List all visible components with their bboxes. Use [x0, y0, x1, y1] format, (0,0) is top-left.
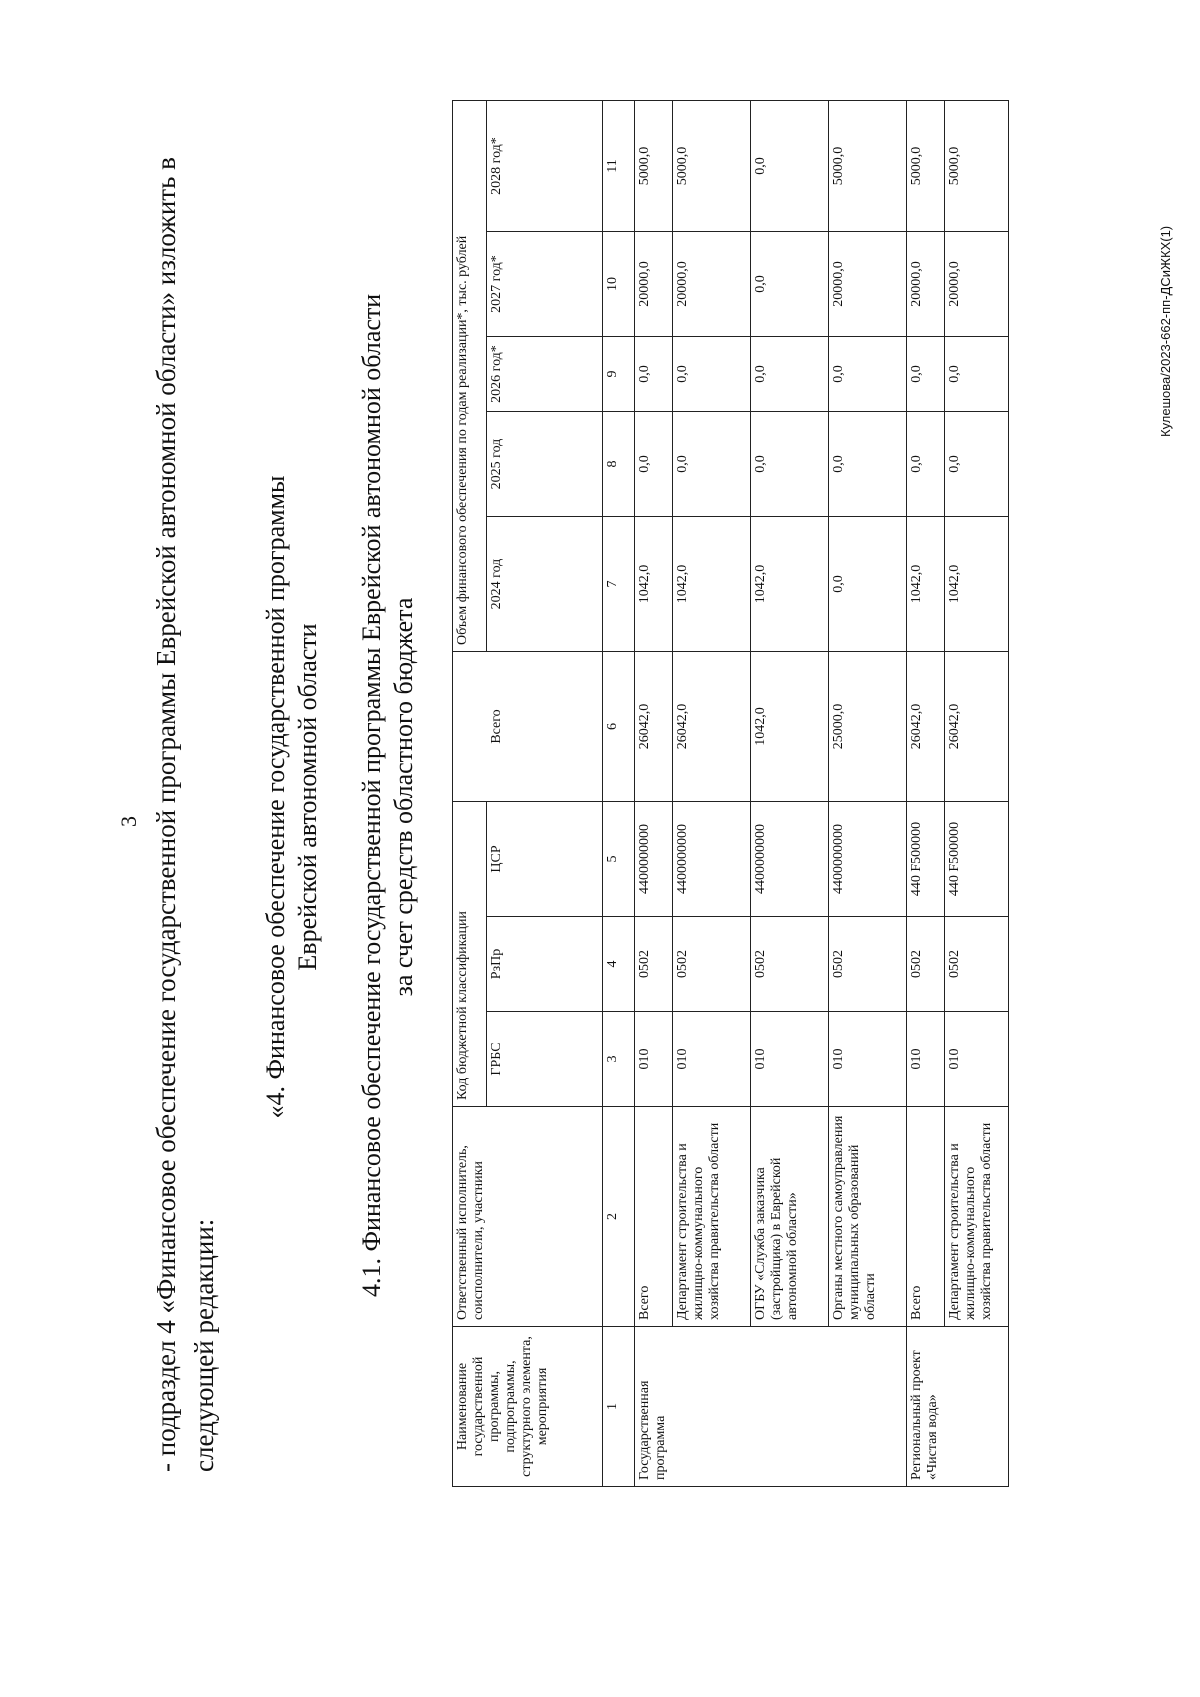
table-row	[945, 100, 1009, 1486]
grbs-cell: 010	[945, 1012, 1009, 1107]
rzpr-cell: 0502	[829, 917, 907, 1012]
y2024-cell: 1042,0	[945, 517, 1009, 652]
grbs-cell: 010	[829, 1012, 907, 1107]
csr-cell: 4400000000	[673, 802, 751, 917]
col-number: 6	[603, 652, 635, 802]
y2028-cell: 5000,0	[829, 100, 907, 231]
section-4-heading-line2: Еврейской автономной области	[293, 623, 322, 971]
header-2024: 2024 год	[487, 517, 603, 652]
rzpr-cell: 0502	[751, 917, 829, 1012]
y2028-cell: 5000,0	[635, 100, 673, 231]
y2025-cell: 0,0	[907, 412, 945, 517]
financing-table	[452, 100, 1009, 1487]
executor-cell: Органы местного самоуправления муниципальных образований области	[829, 1107, 907, 1327]
row-name-cell: Региональный проект «Чистая вода»	[907, 1327, 1009, 1487]
section-4-1-heading	[356, 293, 420, 1297]
y2024-cell: 1042,0	[673, 517, 751, 652]
header-budget-code: Код бюджетной классификации	[453, 802, 487, 1107]
row-name-cell: Государственная программа	[635, 1327, 907, 1487]
grbs-cell: 010	[635, 1012, 673, 1107]
header-name: Наименование государственной программы, подпрограммы, структурного элемента, мероприятия	[453, 1327, 603, 1487]
col-number: 9	[603, 337, 635, 412]
y2026-cell: 0,0	[829, 337, 907, 412]
total-cell: 26042,0	[635, 652, 673, 802]
header-total: Всего	[487, 652, 603, 802]
intro-paragraph: - подраздел 4 «Финансовое обеспечение государственной программы Еврейской автономной области» изложить в следующей редакции:	[151, 157, 219, 1472]
header-2025: 2025 год	[487, 412, 603, 517]
header-funding: Объем финансового обеспечения по годам реализации*, тыс. рублей	[453, 100, 487, 651]
header-csr: ЦСР	[487, 802, 603, 917]
y2027-cell: 20000,0	[635, 232, 673, 337]
y2025-cell: 0,0	[829, 412, 907, 517]
executor-cell: Всего	[907, 1107, 945, 1327]
y2026-cell: 0,0	[635, 337, 673, 412]
header-executor: Ответственный исполнитель, соисполнители, участники	[453, 1107, 603, 1327]
rzpr-cell: 0502	[907, 917, 945, 1012]
section-4-1-heading-line1: 4.1. Финансовое обеспечение государственной программы Еврейской автономной области	[357, 293, 386, 1297]
table-row	[829, 100, 907, 1486]
table-row	[673, 100, 751, 1486]
rzpr-cell: 0502	[635, 917, 673, 1012]
grbs-cell: 010	[751, 1012, 829, 1107]
csr-cell: 440 F500000	[907, 802, 945, 917]
y2024-cell: 1042,0	[907, 517, 945, 652]
executor-cell: ОГБУ «Служба заказчика (застройщика) в Еврейской автономной области»	[751, 1107, 829, 1327]
header-rzpr: РзПр	[487, 917, 603, 1012]
rzpr-cell: 0502	[945, 917, 1009, 1012]
grbs-cell: 010	[673, 1012, 751, 1107]
y2027-cell: 20000,0	[829, 232, 907, 337]
col-number: 2	[603, 1107, 635, 1327]
col-number: 7	[603, 517, 635, 652]
y2027-cell: 20000,0	[945, 232, 1009, 337]
y2024-cell: 1042,0	[635, 517, 673, 652]
executor-cell: Департамент строительства и жилищно-коммунального хозяйства правительства области	[673, 1107, 751, 1327]
header-2027: 2027 год*	[487, 232, 603, 337]
table-row	[751, 100, 829, 1486]
y2026-cell: 0,0	[907, 337, 945, 412]
y2027-cell: 20000,0	[673, 232, 751, 337]
total-cell: 1042,0	[751, 652, 829, 802]
y2025-cell: 0,0	[751, 412, 829, 517]
col-number: 5	[603, 802, 635, 917]
header-total-spacer	[453, 652, 487, 802]
header-grbs: ГРБС	[487, 1012, 603, 1107]
total-cell: 26042,0	[673, 652, 751, 802]
y2027-cell: 20000,0	[907, 232, 945, 337]
col-number: 4	[603, 917, 635, 1012]
col-number: 1	[603, 1327, 635, 1487]
total-cell: 25000,0	[829, 652, 907, 802]
y2026-cell: 0,0	[945, 337, 1009, 412]
y2024-cell: 0,0	[829, 517, 907, 652]
y2028-cell: 5000,0	[945, 100, 1009, 231]
y2028-cell: 5000,0	[907, 100, 945, 231]
csr-cell: 4400000000	[751, 802, 829, 917]
table-row	[635, 100, 673, 1486]
y2026-cell: 0,0	[673, 337, 751, 412]
y2025-cell: 0,0	[945, 412, 1009, 517]
csr-cell: 4400000000	[635, 802, 673, 917]
section-4-heading	[260, 297, 324, 1297]
y2027-cell: 0,0	[751, 232, 829, 337]
csr-cell: 440 F500000	[945, 802, 1009, 917]
section-4-heading-line1: «4. Финансовое обеспечение государственной программы	[261, 475, 290, 1119]
total-cell: 26042,0	[907, 652, 945, 802]
y2024-cell: 1042,0	[751, 517, 829, 652]
page-number: 3	[116, 816, 141, 827]
col-number: 3	[603, 1012, 635, 1107]
rzpr-cell: 0502	[673, 917, 751, 1012]
y2028-cell: 5000,0	[673, 100, 751, 231]
total-cell: 26042,0	[945, 652, 1009, 802]
header-2026: 2026 год*	[487, 337, 603, 412]
executor-cell: Департамент строительства и жилищно-коммунального хозяйства правительства области	[945, 1107, 1009, 1327]
table-row	[907, 100, 945, 1486]
y2025-cell: 0,0	[673, 412, 751, 517]
section-4-1-heading-line2: за счет средств областного бюджета	[389, 597, 418, 997]
col-number: 11	[603, 100, 635, 231]
header-2028: 2028 год*	[487, 100, 603, 231]
grbs-cell: 010	[907, 1012, 945, 1107]
executor-cell: Всего	[635, 1107, 673, 1327]
y2025-cell: 0,0	[635, 412, 673, 517]
col-number: 10	[603, 232, 635, 337]
y2026-cell: 0,0	[751, 337, 829, 412]
document-footer-code: Кулешова/2023-662-пп-ДСиЖКХ(1)	[1158, 225, 1173, 437]
csr-cell: 4400000000	[829, 802, 907, 917]
col-number: 8	[603, 412, 635, 517]
y2028-cell: 0,0	[751, 100, 829, 231]
